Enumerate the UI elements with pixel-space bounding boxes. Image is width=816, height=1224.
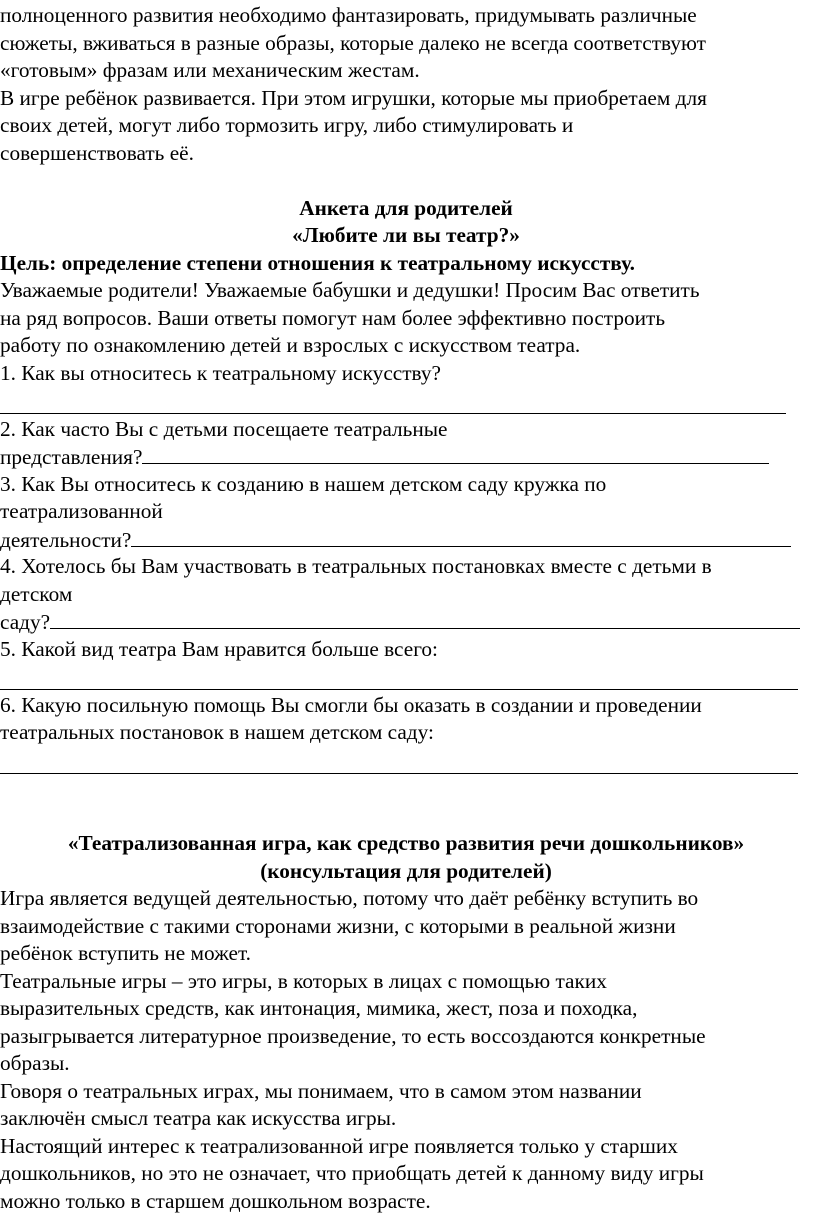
question-6: 6. Какую посильную помощь Вы смогли бы оказать в создании и проведении	[0, 692, 702, 717]
answer-line-1[interactable]	[0, 387, 786, 414]
intro-line: совершенствовать её.	[0, 140, 194, 165]
questionnaire-goal: Цель: определение степени отношения к театральному искусству.	[0, 250, 635, 275]
intro-line: сюжеты, вживаться в разные образы, которые далеко не всегда соответствуют	[0, 30, 706, 55]
intro-line: полноценного развития необходимо фантазировать, придумывать различные	[0, 3, 697, 27]
questionnaire-subtitle: «Любите ли вы театр?»	[292, 223, 520, 247]
consultation-line: заключён смысл театра как искусства игры.	[0, 1106, 397, 1130]
question-2-cont	[0, 443, 812, 471]
question-4-end: саду?	[0, 610, 51, 634]
question-4: 4. Хотелось бы Вам участвовать в театральных постановках вместе с детьми в	[0, 554, 712, 578]
spacer	[0, 167, 812, 195]
address-line: на ряд вопросов. Ваши ответы помогут нам более эффективно построить	[0, 305, 666, 330]
question-3-end: деятельности?	[0, 527, 132, 552]
consultation-line: выразительных средств, как интонация, мимика, жест, поза и походка,	[0, 996, 638, 1020]
answer-line-3[interactable]	[131, 526, 791, 547]
address-line: работу по ознакомлению детей и взрослых с искусством театра.	[0, 333, 581, 357]
question-4-cont: детском	[0, 581, 73, 606]
question-3: 3. Как Вы относитесь к созданию в нашем детском саду кружка по	[0, 471, 607, 496]
question-2-end: представления?	[0, 445, 143, 469]
question-3-end-line	[0, 526, 812, 554]
question-6-cont: театральных постановок в нашем детском саду:	[0, 720, 434, 744]
intro-line: «готовым» фразам или механическим жестам.	[0, 58, 420, 82]
address-line: Уважаемые родители! Уважаемые бабушки и дедушки! Просим Вас ответить	[0, 278, 700, 302]
consultation-line: дошкольников, но это не означает, что приобщать детей к данному виду игры	[0, 1161, 704, 1185]
consultation-line: Говоря о театральных играх, мы понимаем, что в самом этом названии	[0, 1078, 642, 1103]
consultation-title: «Театрализованная игра, как средство развития речи дошкольников»	[67, 831, 745, 855]
consultation-line: взаимодействие с такими сторонами жизни, с которыми в реальной жизни	[0, 913, 676, 938]
intro-section	[0, 2, 812, 167]
answer-line-2[interactable]	[142, 443, 769, 464]
spacer	[0, 775, 812, 803]
consultation-line: ребёнок вступить не может.	[0, 941, 251, 965]
consultation-line: Настоящий интерес к театрализованной игре появляется только у старших	[0, 1133, 678, 1158]
questionnaire-title: Анкета для родителей	[299, 195, 513, 220]
consultation-line: образы.	[0, 1051, 70, 1075]
consultation-line: можно только в старшем дошкольном возрасте.	[0, 1188, 431, 1213]
questionnaire-section	[0, 195, 812, 774]
question-4-end-line	[0, 608, 812, 636]
consultation-section	[0, 830, 812, 1215]
question-5: 5. Какой вид театра Вам нравится больше всего:	[0, 636, 438, 661]
intro-line: своих детей, могут либо тормозить игру, либо стимулировать и	[0, 113, 574, 137]
intro-line: В игре ребёнок развивается. При этом игрушки, которые мы приобретаем для	[0, 85, 707, 110]
question-1: 1. Как вы относитесь к театральному искусству?	[0, 360, 441, 385]
spacer	[0, 803, 812, 831]
consultation-line: Театральные игры – это игры, в которых в лицах с помощью таких	[0, 968, 607, 993]
consultation-line: Игра является ведущей деятельностью, потому что даёт ребёнку вступить во	[0, 886, 699, 910]
consultation-line: разыгрывается литературное произведение, то есть воссоздаются конкретные	[0, 1023, 706, 1048]
question-2: 2. Как часто Вы с детьми посещаете театральные	[0, 416, 448, 441]
question-3-cont: театрализованной	[0, 499, 163, 523]
answer-line-6[interactable]	[0, 747, 798, 774]
consultation-subtitle: (консультация для родителей)	[260, 858, 552, 883]
answer-line-5[interactable]	[0, 663, 798, 690]
answer-line-4[interactable]	[50, 608, 800, 629]
